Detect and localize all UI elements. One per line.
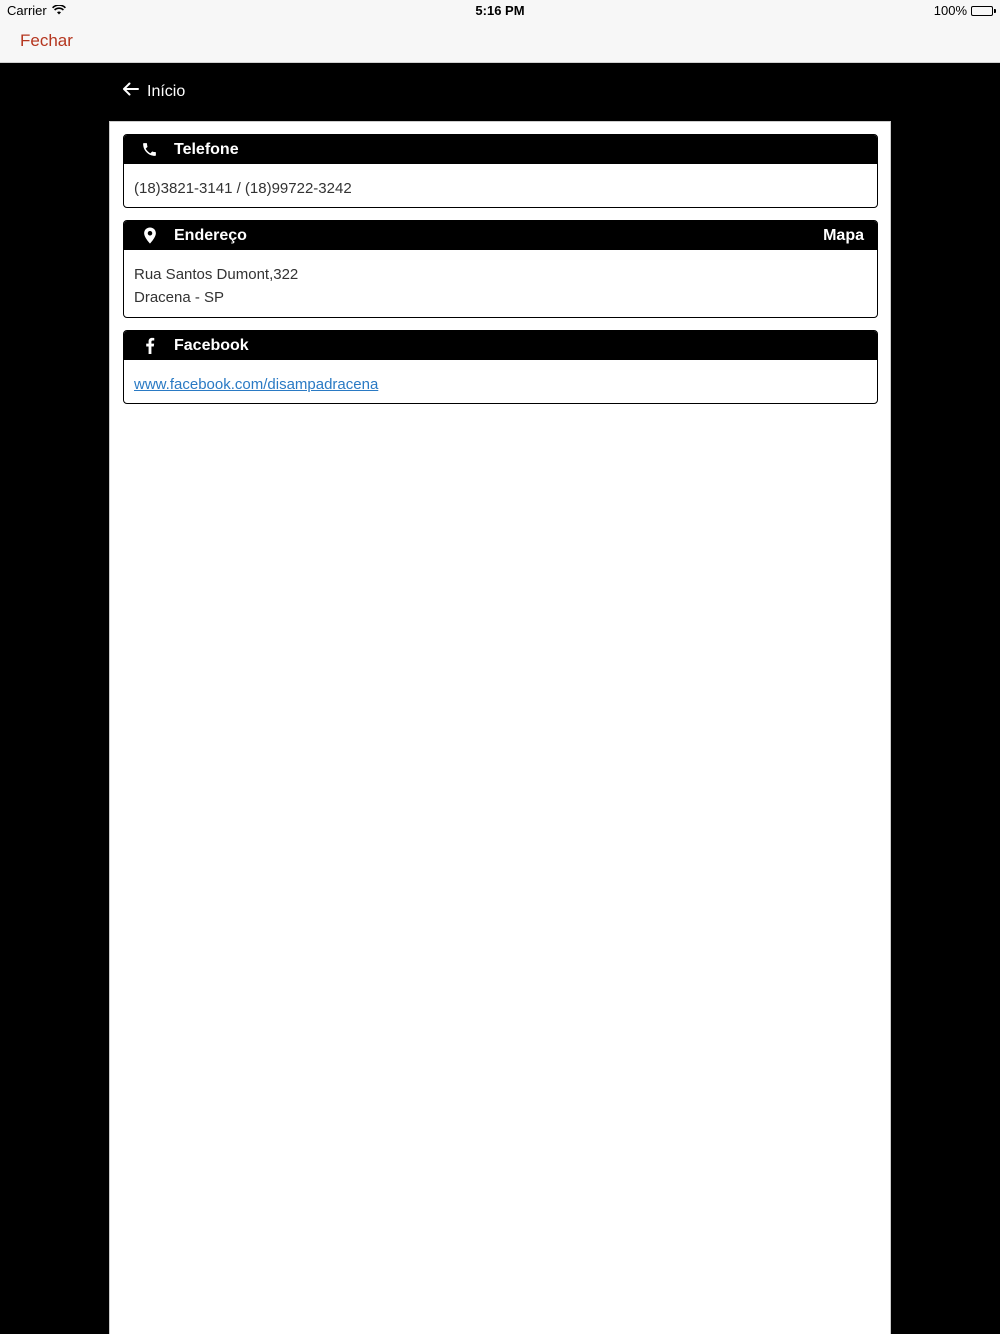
top-bar: [0, 0, 1000, 63]
facebook-title: Facebook: [174, 336, 249, 354]
facebook-card: [123, 330, 878, 404]
battery-percent: 100%: [933, 3, 967, 18]
facebook-card-header: [124, 331, 877, 360]
status-battery: [934, 3, 993, 18]
map-pin-icon: [141, 227, 158, 244]
arrow-left-icon: [122, 82, 139, 101]
status-time: 5:16 PM: [475, 3, 525, 18]
back-label: Início: [147, 82, 186, 100]
close-button[interactable]: Fechar: [20, 31, 73, 50]
phone-card-header: [124, 135, 877, 164]
phone-card: [123, 134, 878, 208]
carrier-label: Carrier: [7, 3, 47, 18]
facebook-icon: [141, 337, 158, 354]
phone-title: Telefone: [174, 140, 239, 158]
battery-icon: [971, 6, 993, 16]
address-card-body: [124, 250, 877, 309]
back-link[interactable]: [122, 82, 185, 101]
address-card-header: [124, 221, 877, 250]
facebook-link[interactable]: www.facebook.com/disampadracena: [134, 376, 379, 393]
address-title: Endereço: [174, 226, 247, 244]
map-link[interactable]: Mapa: [823, 227, 864, 244]
facebook-card-body: [124, 360, 877, 396]
address-line-1: Rua Santos Dumont,322: [134, 266, 299, 283]
content-panel: [109, 121, 891, 1334]
phone-numbers[interactable]: (18)3821-3141 / (18)99722-3242: [134, 180, 352, 197]
phone-icon: [141, 141, 158, 158]
address-line-2: Dracena - SP: [134, 289, 225, 306]
phone-card-body: [124, 164, 877, 200]
address-card: [123, 220, 878, 318]
